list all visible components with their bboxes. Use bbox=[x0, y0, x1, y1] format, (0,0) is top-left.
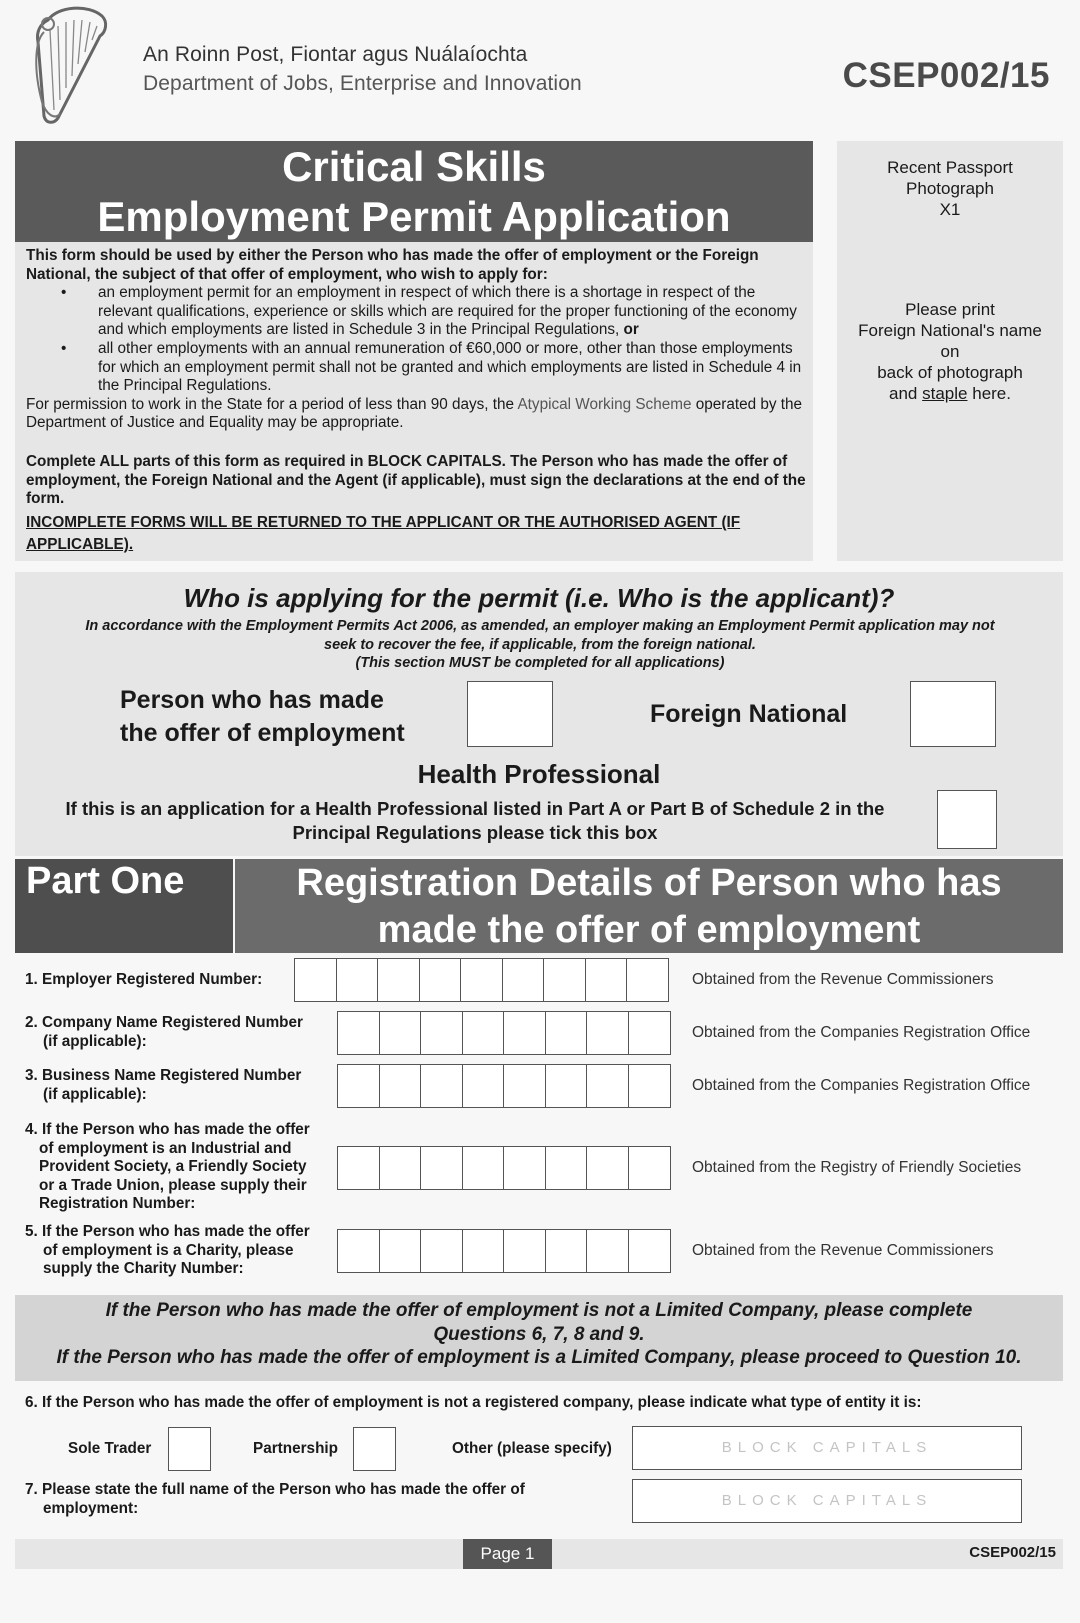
intro-bullet: • an employment permit for an employment in respect of which there is a shortage in respect of the relevant qualifications, experience or skills which are required for the proper functioning of the economy and which employments are listed in Schedule 3 in the Principal Regulations, or bbox=[61, 284, 797, 339]
business-registered-number-field[interactable] bbox=[337, 1064, 669, 1108]
department-english: Department of Jobs, Enterprise and Innovation bbox=[143, 72, 582, 95]
health-professional-checkbox[interactable] bbox=[937, 790, 997, 849]
page-title-line1: Critical Skills bbox=[282, 143, 546, 190]
photo-name-instructions: Please print Foreign National's name on back of photograph and staple here. bbox=[858, 300, 1042, 403]
applicant-section-subtitle: In accordance with the Employment Permits Act 2006, as amended, an employer making an Employment Permit application may not seek to recover the fee, if applicable, from the foreign national. (This section MUST be completed for all applications) bbox=[85, 618, 995, 671]
question-1-note: Obtained from the Revenue Commissioners bbox=[692, 971, 994, 988]
foreign-national-checkbox[interactable] bbox=[910, 681, 996, 747]
partnership-label: Partnership bbox=[253, 1440, 339, 1457]
page-number: Page 1 bbox=[463, 1539, 552, 1569]
company-registered-number-field[interactable] bbox=[337, 1011, 669, 1055]
health-professional-title: Health Professional bbox=[417, 759, 661, 789]
limited-company-notice-text: If the Person who has made the offer of employment is not a Limited Company, please complete Questions 6, 7, 8 and 9. If the Person who has made the offer of employment is a Limited Company, please proceed to Question 10. bbox=[56, 1300, 1022, 1368]
question-2-note: Obtained from the Companies Registration Office bbox=[692, 1024, 1031, 1041]
health-professional-text: If this is an application for a Health Professional listed in Part A or Part B of Schedule 2 in the Principal Regulations please tick this box bbox=[65, 798, 885, 843]
incomplete-warning: INCOMPLETE FORMS WILL BE RETURNED TO THE APPLICANT OR THE AUTHORISED AGENT (IF APPLICABLE). bbox=[26, 514, 741, 553]
page-title-line2: Employment Permit Application bbox=[97, 193, 731, 240]
employer-checkbox[interactable] bbox=[467, 681, 553, 747]
part-one-title: Registration Details of Person who has made the offer of employment bbox=[296, 862, 1002, 951]
complete-instructions: Complete ALL parts of this form as required in BLOCK CAPITALS. The Person who has made the offer of employment, the Foreign National and the Agent (if applicable), must sign the declarations at the end of the form. bbox=[26, 453, 806, 508]
intro-bullet: • all other employments with an annual remuneration of €60,000 or more, other than those employments for which an employment permit shall not be granted and which employments are listed in Schedule 4 in the Principal Regulations. bbox=[26, 340, 806, 396]
partnership-checkbox[interactable] bbox=[353, 1427, 396, 1471]
department-name bbox=[143, 40, 582, 98]
intro-lead: This form should be used by either the Person who has made the offer of employment or the Foreign National, the subject of that offer of employment, who wish to apply for: bbox=[26, 247, 759, 283]
question-5-note: Obtained from the Revenue Commissioners bbox=[692, 1242, 994, 1259]
form-code: CSEP002/15 bbox=[842, 56, 1050, 95]
question-4-note: Obtained from the Registry of Friendly Societies bbox=[692, 1159, 1022, 1176]
employer-registered-number-field[interactable] bbox=[294, 958, 668, 1002]
foreign-national-label: Foreign National bbox=[650, 700, 848, 728]
friendly-society-number-field[interactable] bbox=[337, 1146, 669, 1190]
charity-number-field[interactable] bbox=[337, 1229, 669, 1273]
photo-instructions: Recent Passport Photograph X1 bbox=[887, 158, 1013, 219]
question-1-label: 1. Employer Registered Number: bbox=[25, 971, 263, 988]
sole-trader-label: Sole Trader bbox=[68, 1440, 152, 1457]
atypical-working-scheme-link[interactable]: Atypical Working Scheme bbox=[517, 395, 692, 413]
other-specify-input[interactable]: BLOCK CAPITALS bbox=[632, 1426, 1022, 1470]
question-4-label: 4. If the Person who has made the offer of employment is an Industrial and Provident Society, a Friendly Society or a Trade Union, please supply their Registration Number: bbox=[25, 1121, 310, 1213]
intro-bullet2-text: all other employments with an annual remuneration of €60,000 or more, other than those employments for which an employment permit shall not be granted and which employments are listed in Schedule 4 in the Principal Regulations. bbox=[98, 339, 802, 395]
employer-option-label: Person who has made the offer of employment bbox=[120, 686, 405, 747]
intro-bullet1-text: an employment permit for an employment in respect of which there is a shortage in respect of the relevant qualifications, experience or skills which are required for the proper functioning of the economy and which employments are listed in Schedule 3 in the Principal Regulations, bbox=[98, 284, 797, 339]
footer-form-code: CSEP002/15 bbox=[969, 1544, 1056, 1561]
question-7-label: 7. Please state the full name of the Person who has made the offer of employment: bbox=[25, 1481, 525, 1517]
applicant-section-title: Who is applying for the permit (i.e. Who is the applicant)? bbox=[183, 583, 895, 613]
part-one-label: Part One bbox=[26, 860, 185, 902]
permission-note: For permission to work in the State for a period of less than 90 days, the Atypical Working Scheme operated by the Department of Justice and Equality may be appropriate. bbox=[26, 395, 803, 432]
employer-full-name-input[interactable]: BLOCK CAPITALS bbox=[632, 1479, 1022, 1523]
other-specify-label: Other (please specify) bbox=[452, 1440, 612, 1457]
sole-trader-checkbox[interactable] bbox=[168, 1427, 211, 1471]
harp-emblem-icon bbox=[28, 2, 112, 130]
question-2-label: 2. Company Name Registered Number (if applicable): bbox=[25, 1014, 303, 1050]
department-irish: An Roinn Post, Fiontar agus Nuálaíochta bbox=[143, 43, 528, 66]
intro-text bbox=[26, 247, 806, 433]
question-3-label: 3. Business Name Registered Number (if applicable): bbox=[25, 1067, 302, 1103]
question-5-label: 5. If the Person who has made the offer of employment is a Charity, please supply the Charity Number: bbox=[25, 1223, 310, 1278]
intro-bullet1-or: or bbox=[623, 321, 639, 339]
question-3-note: Obtained from the Companies Registration Office bbox=[692, 1077, 1031, 1094]
question-6-label: 6. If the Person who has made the offer of employment is not a registered company, please indicate what type of entity it is: bbox=[25, 1394, 922, 1411]
